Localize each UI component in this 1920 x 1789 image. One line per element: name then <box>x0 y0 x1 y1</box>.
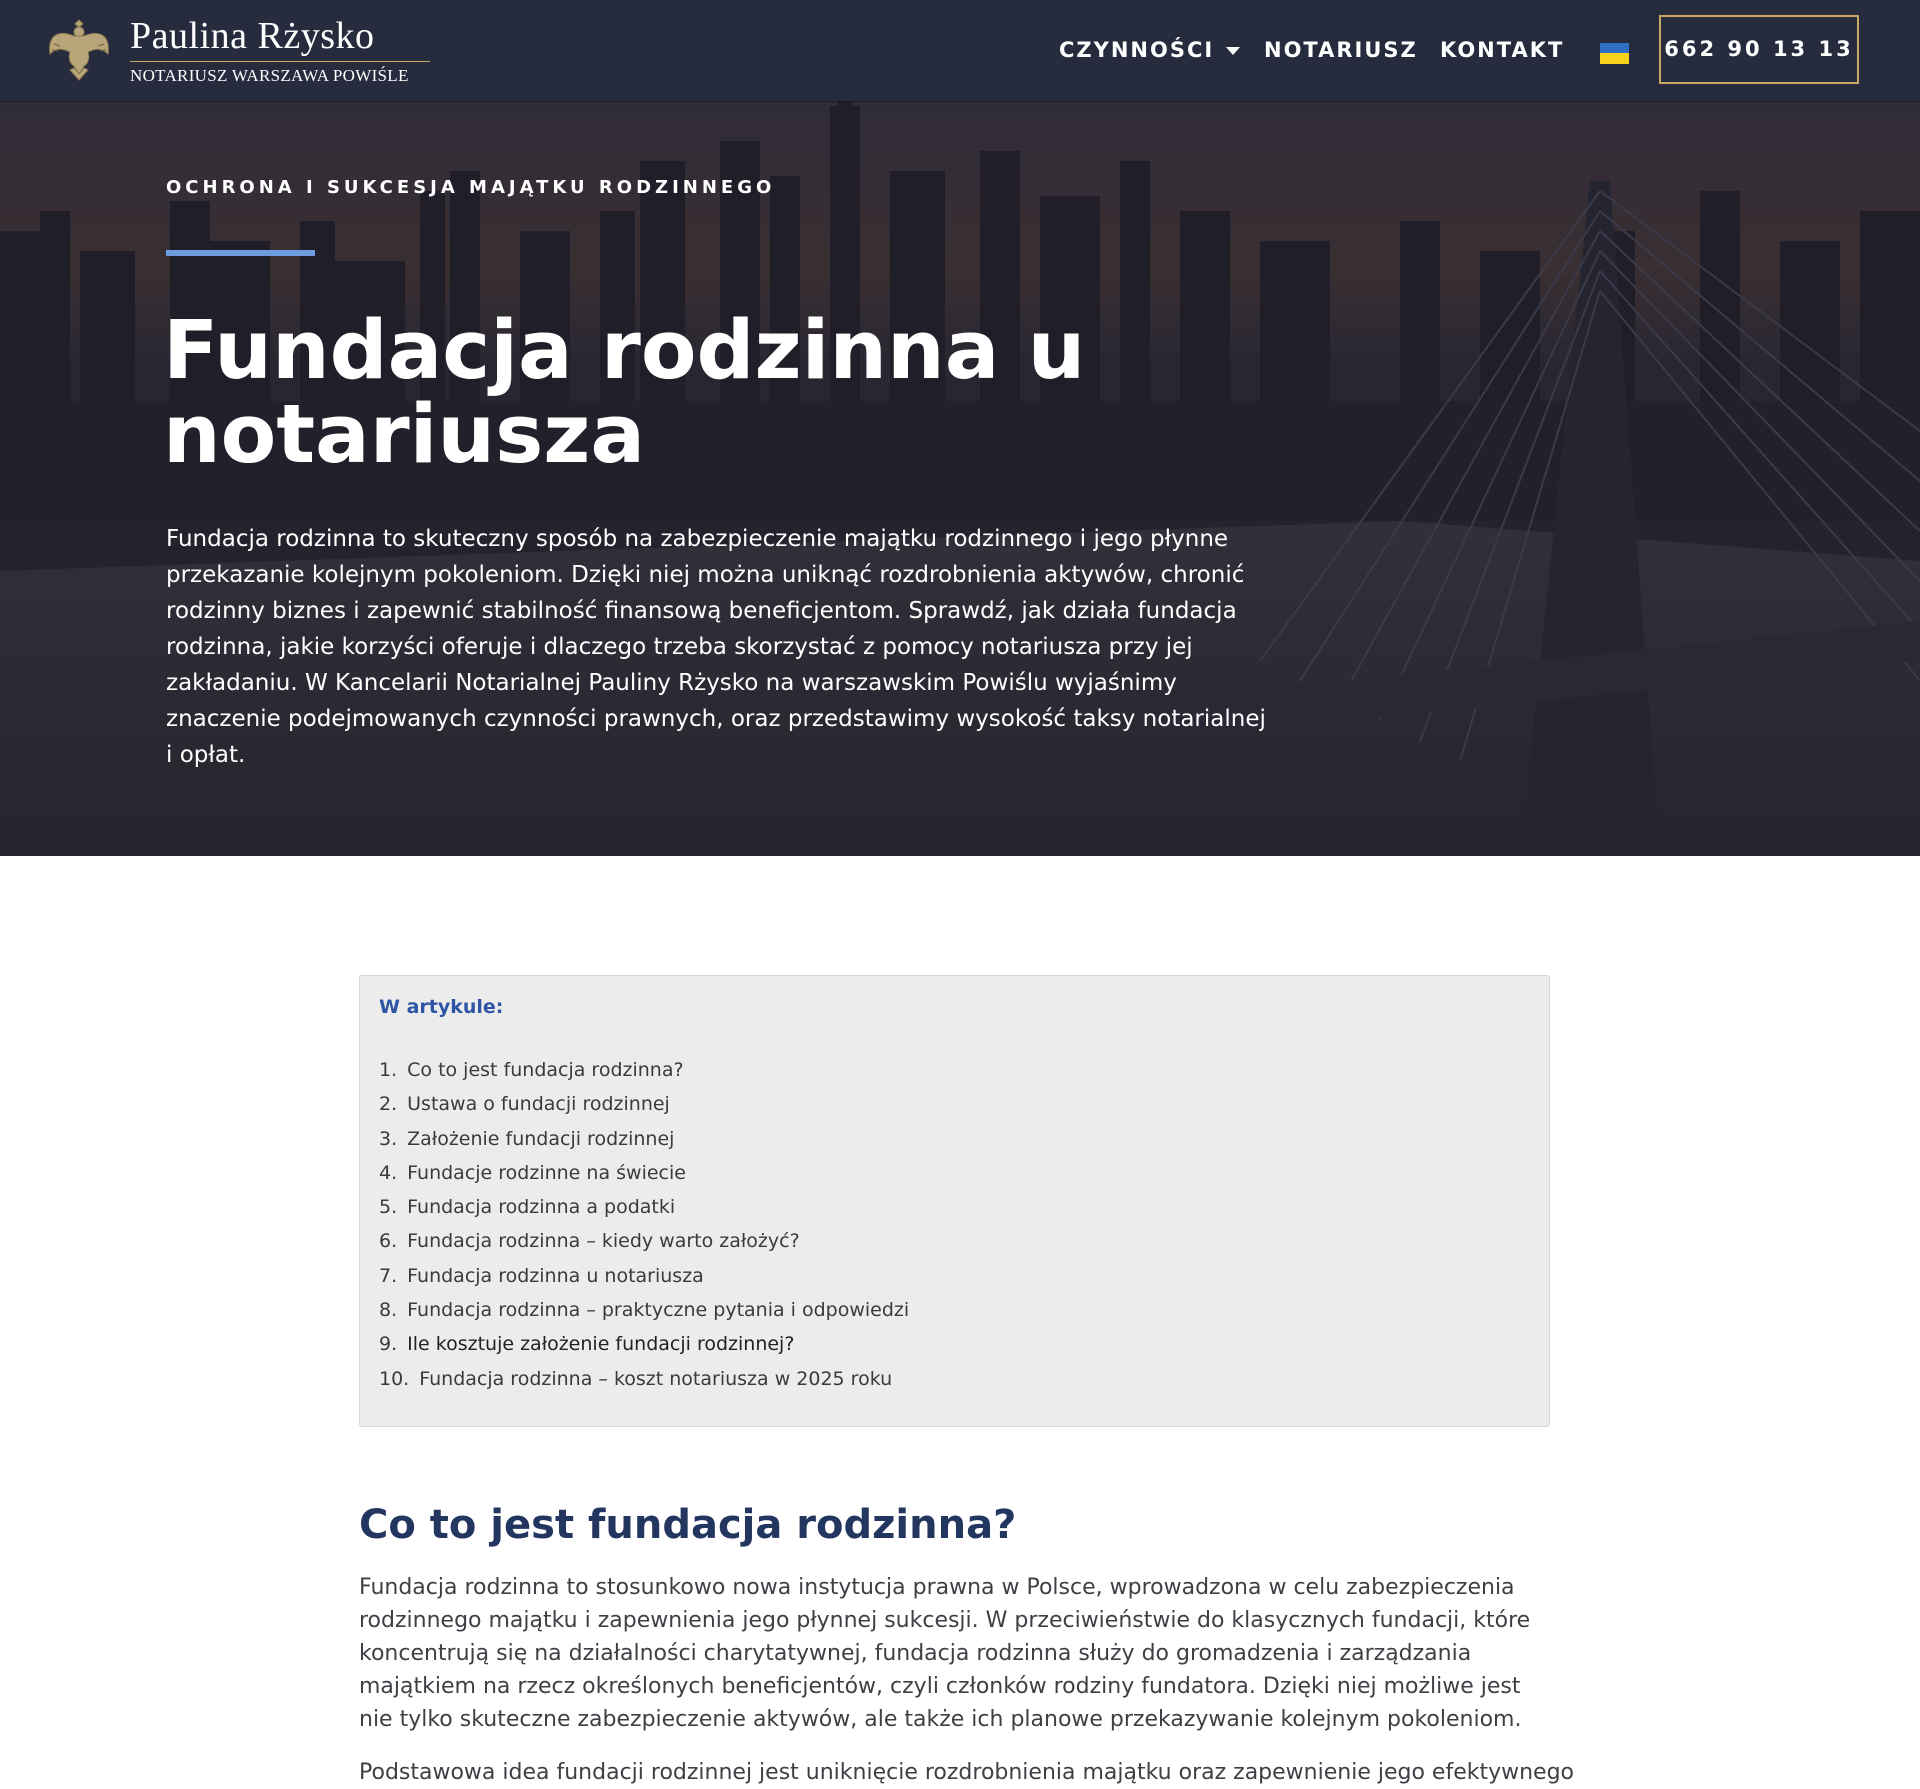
table-of-contents <box>359 975 1550 1427</box>
page-title: Fundacja rodzinna u notariusza <box>163 304 1086 482</box>
brand-name: Paulina Rżysko <box>130 15 375 57</box>
nav-label: CZYNNOŚCI <box>1059 38 1215 62</box>
caret-down-icon <box>1226 47 1240 55</box>
toc-link[interactable]: Co to jest fundacja rodzinna? <box>407 1059 684 1081</box>
toc-item[interactable] <box>379 1293 909 1327</box>
hero-intro: Fundacja rodzinna to skuteczny sposób na zabezpieczenie majątku rodzinnego i jego płynne przekazanie kolejnym pokoleniom. Dzięki niej można uniknąć rozdrobnienia aktywów, chronić rodzinny biznes i zapewnić stabilność finansową beneficjentom. Sprawdź, jak działa fundacja rodzinna, jakie korzyści oferuje i dlaczego trzeba skorzystać z pomocy notariusza przy jej zakładaniu. W Kancelarii Notarialnej Pauliny Rżysko na warszawskim Powiślu wyjaśnimy znaczenie podejmowanych czynności prawnych, oraz przedstawimy wysokość taksy notarialnej i opłat. <box>166 526 1266 768</box>
eagle-emblem-icon <box>44 14 114 86</box>
toc-link[interactable]: Fundacja rodzinna – praktyczne pytania i odpowiedzi <box>407 1299 910 1322</box>
toc-item[interactable] <box>379 1156 909 1190</box>
toc-number: 10. <box>379 1367 410 1390</box>
toc-item[interactable] <box>379 1362 909 1396</box>
toc-link[interactable]: Założenie fundacji rodzinnej <box>407 1127 675 1150</box>
toc-link[interactable]: Fundacja rodzinna – kiedy warto założyć? <box>407 1230 800 1253</box>
section-heading: Co to jest fundacja rodzinna? <box>359 1502 1017 1548</box>
nav-item-notariusz[interactable]: NOTARIUSZ <box>1264 38 1418 62</box>
toc-number: 9. <box>379 1333 398 1356</box>
toc-number: 8. <box>379 1299 398 1322</box>
brand-subtitle: NOTARIUSZ WARSZAWA POWIŚLE <box>130 61 430 87</box>
toc-link[interactable]: Fundacja rodzinna u notariusza <box>407 1264 704 1287</box>
toc-item[interactable] <box>379 1087 909 1121</box>
toc-number: 5. <box>379 1196 398 1219</box>
toc-number: 2. <box>379 1093 398 1116</box>
toc-link[interactable]: Fundacje rodzinne na świecie <box>407 1161 686 1184</box>
article-paragraph: Fundacja rodzinna to stosunkowo nowa instytucja prawna w Polsce, wprowadzona w celu zabezpieczenia rodzinnego majątku i zapewnienia jego płynnej sukcesji. W przeciwieństwie do klasycznych fundacji, które koncentrują się na działalności charytatywnej, fundacja rodzinna służy do gromadzenia i zarządzania majątkiem na rzecz określonych beneficjentów, czyli członków rodziny fundatora. Dzięki niej możliwe jest nie tylko skuteczne zabezpieczenie aktywów, ale także ich planowe przekazywanie kolejnym pokoleniom. <box>359 1575 1531 1732</box>
toc-link[interactable]: Ustawa o fundacji rodzinnej <box>407 1093 670 1116</box>
ukrainian-flag-icon[interactable] <box>1600 43 1629 64</box>
logo-wordmark <box>130 14 430 87</box>
toc-link[interactable]: Ile kosztuje założenie fundacji rodzinnej? <box>407 1333 795 1356</box>
nav-item-czynnosci[interactable] <box>1059 37 1240 63</box>
toc-item[interactable] <box>379 1122 909 1156</box>
toc-number: 4. <box>379 1161 398 1184</box>
nav-item-kontakt[interactable]: KONTAKT <box>1440 38 1565 62</box>
toc-list <box>379 1053 909 1396</box>
toc-number: 1. <box>379 1059 398 1081</box>
toc-number: 7. <box>379 1264 398 1287</box>
toc-link[interactable]: Fundacja rodzinna – koszt notariusza w 2025 roku <box>419 1367 893 1390</box>
hero-eyebrow: OCHRONA I SUKCESJA MAJĄTKU RODZINNEGO <box>166 177 776 198</box>
toc-item[interactable] <box>379 1053 909 1087</box>
toc-item[interactable] <box>379 1259 909 1293</box>
toc-title: W artykule: <box>379 996 504 1018</box>
toc-item[interactable] <box>379 1327 909 1361</box>
toc-number: 6. <box>379 1230 398 1253</box>
eyebrow-accent-bar <box>166 250 315 256</box>
toc-link[interactable]: Fundacja rodzinna a podatki <box>407 1196 676 1219</box>
phone-button[interactable]: 662 90 13 13 <box>1659 15 1859 84</box>
hero-section <box>0 101 1920 856</box>
site-header <box>0 0 1920 101</box>
toc-number: 3. <box>379 1127 398 1150</box>
toc-item[interactable] <box>379 1224 909 1258</box>
article-paragraph: Podstawowa idea fundacji rodzinnej jest uniknięcie rozdrobnienia majątku oraz zapewnienie jego efektywnego <box>359 1760 1575 1785</box>
toc-item[interactable] <box>379 1190 909 1224</box>
